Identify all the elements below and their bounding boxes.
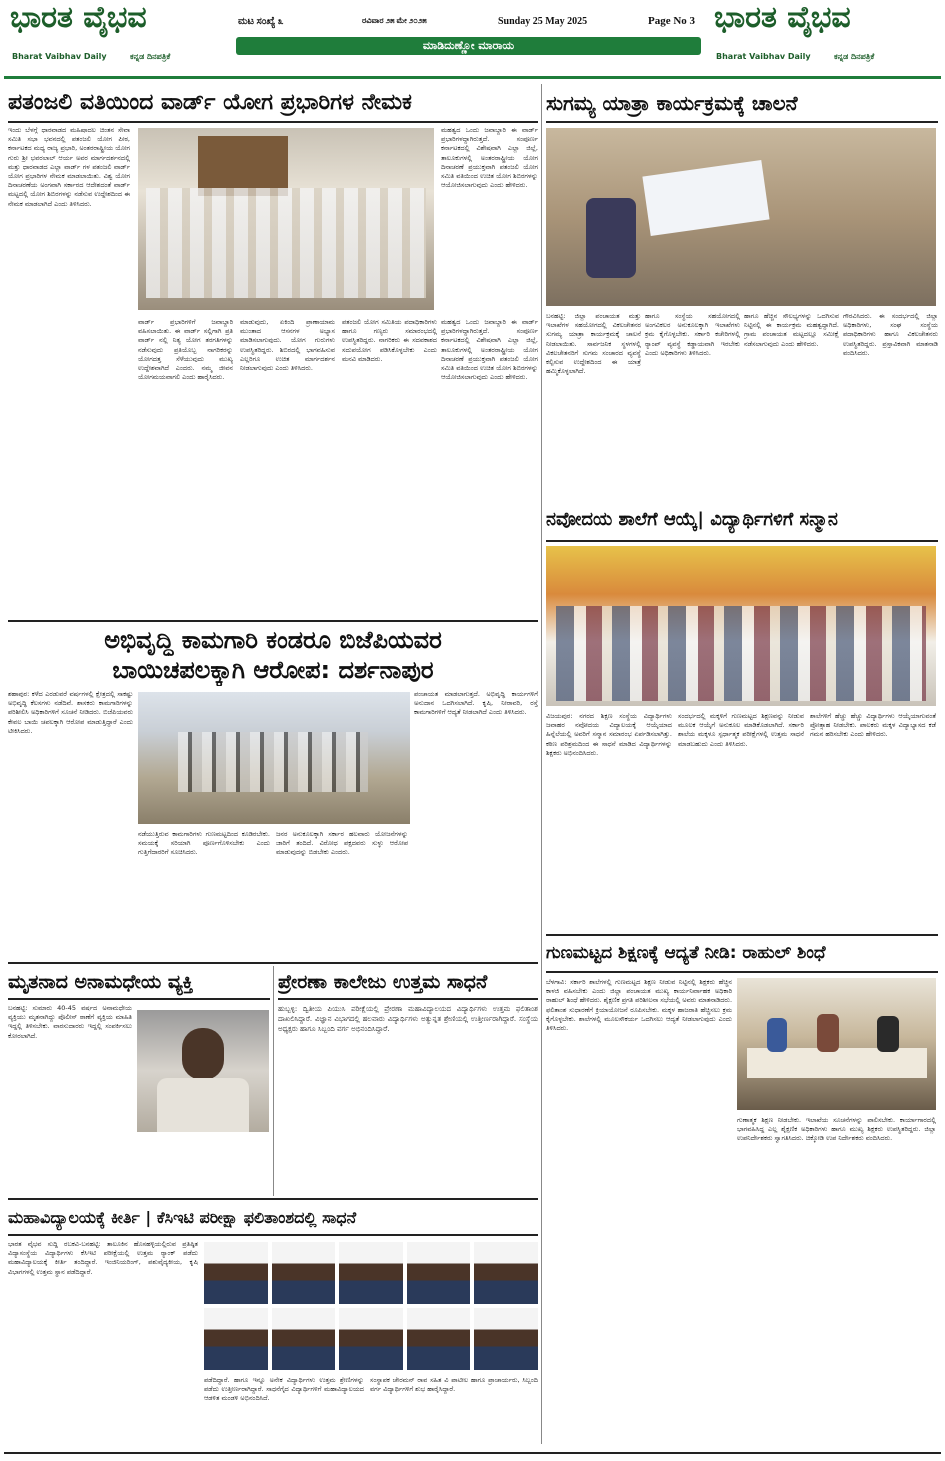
anon-headline: ಮೃತನಾದ ಅನಾಮಧೇಯ ವ್ಯಕ್ತಿ — [8, 971, 194, 993]
site-visit-photo — [138, 692, 410, 824]
yoga-col3: ವಾರ್ಡ್ ಪ್ರಭಾರಿಗಳಿಗೆ ಜವಾಬ್ದಾರಿ ವಹಿಸಲಾಯಿತು. ಈ ವಾರ್ಡ್ ಸಲ್ಲಿಗಾಗಿ ಪ್ರತಿ ವಾರ್ಡ್ ನಲ್ಲಿ ನಿತ್ಯ ಯೋಗ ತರಗತಿಗಳನ್ನು ನಡೆಸುವುದು ಪ್ರತಿಯೊಬ್ಬ ನಾಗರಿಕರನ್ನು ಯೋಗದತ್ತ ಸೆಳೆಯುವುದು ಮುಖ್ಯ ಉದ್ದೇಶವಾಗಿದೆ ಎಂದರು. ನಮ್ಮ ಜೀವನ ಯೋಗಮಯವಾಗಲಿ ಎಂದು ಹಾರೈಸಿದರು. — [138, 318, 233, 382]
prerana-col1: ಹುಬ್ಬಳ್ಳಿ: ದ್ವಿತೀಯ ಪಿಯುಸಿ ಪರೀಕ್ಷೆಯಲ್ಲಿ ಪ್ರೇರಣಾ ಮಹಾವಿದ್ಯಾಲಯದ ವಿದ್ಯಾರ್ಥಿಗಳು ಉತ್ತಮ ಫಲಿತಾಂಶ ದಾಖಲಿಸಿದ್ದಾರೆ. ವಿಜ್ಞಾನ ವಿಭಾಗದಲ್ಲಿ ಹಲವಾರು ವಿದ್ಯಾರ್ಥಿಗಳು ಅತ್ಯುನ್ನತ ಶ್ರೇಣಿಯಲ್ಲಿ ಉತ್ತೀರ್ಣರಾಗಿದ್ದಾರೆ. ಸಂಸ್ಥೆಯ ಅಧ್ಯಕ್ಷರು ಹಾಗೂ ಸಿಬ್ಬಂದಿ ವರ್ಗ ಅಭಿನಂದಿಸಿದ್ದಾರೆ. — [278, 1005, 538, 1033]
yoga-rule — [8, 121, 538, 123]
student-portrait — [204, 1242, 268, 1304]
prerana-headline: ಪ್ರೇರಣಾ ಕಾಲೇಜು ಉತ್ತಮ ಸಾಧನೆ — [278, 971, 488, 993]
yoga-col5: ಪತಂಜಲಿ ಯೋಗ ಸಮಿತಿಯ ಪದಾಧಿಕಾರಿಗಳು ಹಾಗೂ ಗಣ್ಯರು ಸಮಾರಂಭದಲ್ಲಿ ಉಪಸ್ಥಿತರಿದ್ದರು. ನಾಗರಿಕರು ಈ ಸದವಕಾಶದ ಸದುಪಯೋಗ ಪಡಿಸಿಕೊಳ್ಳಬೇಕು ಎಂದು ಮನವಿ ಮಾಡಿದರು. — [342, 318, 437, 363]
rahul-col1: ಬೆಳಗಾವಿ: ಸರ್ಕಾರಿ ಶಾಲೆಗಳಲ್ಲಿ ಗುಣಮಟ್ಟದ ಶಿಕ್ಷಣ ನೀಡುವ ನಿಟ್ಟಿನಲ್ಲಿ ಶಿಕ್ಷಕರು ಹೆಚ್ಚಿನ ಕಾಳಜಿ ವಹಿಸಬೇಕು ಎಂದು ಜಿಲ್ಲಾ ಪಂಚಾಯತ ಮುಖ್ಯ ಕಾರ್ಯನಿರ್ವಾಹಕ ಅಧಿಕಾರಿ ರಾಹುಲ್ ಶಿಂಧೆ ಹೇಳಿದರು. ಶೈಕ್ಷಣಿಕ ಪ್ರಗತಿ ಪರಿಶೀಲನಾ ಸಭೆಯಲ್ಲಿ ಅವರು ಮಾತನಾಡಿದರು. ಫಲಿತಾಂಶ ಸುಧಾರಣೆಗೆ ಕ್ರಿಯಾಯೋಜನೆ ರೂಪಿಸಬೇಕು. ಮಕ್ಕಳ ಹಾಜರಾತಿ ಹೆಚ್ಚಿಸಲು ಕ್ರಮ ಕೈಗೊಳ್ಳಬೇಕು. ಶಾಲೆಗಳಲ್ಲಿ ಮೂಲಸೌಕರ್ಯ ಒದಗಿಸಲು ಆದ್ಯತೆ ನೀಡಲಾಗುವುದು ಎಂದು ತಿಳಿಸಿದರು. — [546, 978, 732, 1033]
student-portrait — [339, 1242, 403, 1304]
student-portrait — [204, 1308, 268, 1370]
bjp-col2: ನಡೆಯುತ್ತಿರುವ ಕಾಮಗಾರಿಗಳು ಗುಣಮಟ್ಟದಿಂದ ಕೂಡಿರಬೇಕು. ಸಮಯಕ್ಕೆ ಸರಿಯಾಗಿ ಪೂರ್ಣಗೊಳಿಸಬೇಕು ಎಂದು ಗುತ್ತಿಗೆದಾರರಿಗೆ ಸೂಚಿಸಿದರು. — [138, 830, 270, 857]
navodaya-photo — [546, 546, 936, 706]
sugamya-col1: ಬನಹಟ್ಟಿ: ಜಿಲ್ಲಾ ಪಂಚಾಯತ ಮತ್ತು ಇಲಾಖೆಗಳ ಸಹಯೋಗದಲ್ಲಿ ವಿಕಲಚೇತನರ ಸುಗಮ್ಯ ಯಾತ್ರಾ ಕಾರ್ಯಕ್ರಮಕ್ಕೆ ಚಾಲನೆ ನೀಡಲಾಯಿತು. ಸಾರ್ವಜನಿಕ ಸ್ಥಳಗಳಲ್ಲಿ ವಿಕಲಚೇತನರಿಗೆ ಸುಗಮ ಸಂಚಾರದ ವ್ಯವಸ್ಥೆ ಕಲ್ಪಿಸುವ ಉದ್ದೇಶದಿಂದ ಈ ಯಾತ್ರೆ ಹಮ್ಮಿಕೊಳ್ಳಲಾಗಿದೆ. — [546, 312, 641, 376]
page-bottom-rule — [4, 1452, 941, 1454]
accessibility-photo — [546, 128, 936, 306]
date-english: Sunday 25 May 2025 — [498, 16, 588, 27]
anon-top-rule — [8, 962, 538, 964]
rahul-headline: ಗುಣಮಟ್ಟದ ಶಿಕ್ಷಣಕ್ಕೆ ಆದ್ಯತೆ ನೀಡಿ: ರಾಹುಲ್ ಶಿಂಧೆ — [546, 943, 826, 963]
meeting-photo — [737, 978, 936, 1110]
anon-rule — [8, 998, 270, 1000]
student-portrait — [407, 1308, 471, 1370]
masthead-right-sub-kn: ಕನ್ನಡ ದಿನಪತ್ರಿಕೆ — [834, 52, 875, 61]
rahul-col2: ಗುಣಾತ್ಮಕ ಶಿಕ್ಷಣ ನೀಡಬೇಕು. ಇಲಾಖೆಯ ಸೂಚನೆಗಳನ್ನು ಪಾಲಿಸಬೇಕು. ಕಾರ್ಯಾಗಾರದಲ್ಲಿ ಭಾಗವಹಿಸಿದ್ದ ಎಲ್ಲ ಶೈಕ್ಷಣಿಕ ಅಧಿಕಾರಿಗಳು ಹಾಗೂ ಮುಖ್ಯ ಶಿಕ್ಷಕರು ಉಪಸ್ಥಿತರಿದ್ದರು. ಜಿಲ್ಲಾ ಉಪನಿರ್ದೇಶಕರು ಸ್ವಾಗತಿಸಿದರು. ಚಿಕ್ಕೋಡಿ ಉಪ ನಿರ್ದೇಶಕರು ವಂದಿಸಿದರು. — [737, 1116, 936, 1143]
sugamya-col3: ಹಾಗೂ ಹೆಚ್ಚಿನ ಸೌಲಭ್ಯಗಳನ್ನು ಒದಗಿಸುವ ನಿಟ್ಟಿನಲ್ಲಿ ಈ ಕಾರ್ಯಕ್ರಮ ಮಹತ್ವದ್ದಾಗಿದೆ. ಗ್ರಾಮ ಪಂಚಾಯತ ಮಟ್ಟದಲ್ಲೂ ಸಮೀಕ್ಷೆ ನಡೆಸಲಾಗುವುದು ಎಂದು ಹೇಳಿದರು. — [744, 312, 839, 348]
bjp-headline-line2: ಬಾಯಿಚಪಲಕ್ಕಾಗಿ ಆರೋಪ: ದರ್ಶನಾಪುರ — [112, 656, 434, 684]
navodaya-rule — [546, 540, 938, 542]
yoga-col1: ಇಂದು ಬೆಳಗ್ಗೆ ಧಾರವಾಡದ ಮಹಿಷಾದಲ ಚಿಂತನ ಸೇವಾ ಸಮಿತಿ ಸಭಾ ಭವನದಲ್ಲಿ ಪತಂಜಲಿ ಯೋಗ ಪೀಠ, ಕರ್ನಾಟಕದ ಮಧ್ಯ ರಾಜ್ಯ ಪ್ರಭಾರಿ, ಅಂತರರಾಷ್ಟ್ರೀಯ ಯೋಗ ಗುರು ಶ್ರೀ ಭವರಲಾಲ್ ಆರ್ಯ ಅವರ ಮಾರ್ಗದರ್ಶನದಲ್ಲಿ ಮತ್ತು ಧಾರವಾಡದ ಎಲ್ಲಾ ವಾರ್ಡ್ ಗಳ ಪತಂಜಲಿ ವಾರ್ಡ್ ಯೋಗ ಪ್ರಭಾರಿಗಳ ನೇಮಕ ಮಾಡಲಾಯಿತು. ವಿಶ್ವ ಯೋಗ ದಿನಾಚರಣೆಯ ಅಂಗವಾಗಿ ಸರ್ಕಾರದ ಆದೇಶದಂತೆ ವಾರ್ಡ್ ಮಟ್ಟದಲ್ಲಿ ಯೋಗ ಶಿಬಿರಗಳನ್ನು ನಡೆಸುವ ಉದ್ದೇಶದಿಂದ ಈ ನೇಮಕ ಮಾಡಲಾಗಿದೆ ಎಂದು ತಿಳಿಸಿದರು. — [8, 126, 130, 208]
kcet-col3: ಸಂಸ್ಥಾಪಕ ಚೇರಮನ್ ರಾವ ಸಹಿತ ವಿ ಪಾಟೀಲ ಹಾಗೂ ಪ್ರಾಚಾರ್ಯರು, ಸಿಬ್ಬಂದಿ ವರ್ಗ ವಿದ್ಯಾರ್ಥಿಗಳಿಗೆ ಶುಭ ಹಾರೈಸಿದ್ದಾರೆ. — [370, 1376, 538, 1394]
navodaya-col3: ಶಾಲೆಗಳಿಗೆ ಹೆಚ್ಚು ಹೆಚ್ಚು ವಿದ್ಯಾರ್ಥಿಗಳು ಆಯ್ಕೆಯಾಗುವಂತೆ ಪ್ರೋತ್ಸಾಹ ನೀಡಬೇಕು. ಪಾಲಕರು ಮಕ್ಕಳ ವಿದ್ಯಾಭ್ಯಾಸದ ಕಡೆ ಗಮನ ಹರಿಸಬೇಕು ಎಂದು ಹೇಳಿದರು. — [810, 712, 936, 739]
anon-col1: ಬನಹಟ್ಟಿ: ಸುಮಾರು 40-45 ವರ್ಷದ ಅನಾಮಧೇಯ ವ್ಯಕ್ತಿಯು ಮೃತನಾಗಿದ್ದು ಪೊಲೀಸ್ ಠಾಣೆಗೆ ವ್ಯಕ್ತಿಯ ಮಾಹಿತಿ ಇದ್ದಲ್ಲಿ ತಿಳಿಸಬೇಕು. ವಾರಸುದಾರರು ಇದ್ದಲ್ಲಿ ಸಂಪರ್ಕಿಸಲು ಕೋರಲಾಗಿದೆ. — [8, 1004, 132, 1040]
prerana-rule — [278, 998, 538, 1000]
yoga-photo — [138, 128, 434, 310]
divider-main-vertical — [541, 84, 542, 1444]
kcet-col2: ಪಡೆದಿದ್ದಾರೆ. ಹಾಗೂ ಇನ್ನೂ ಅನೇಕ ವಿದ್ಯಾರ್ಥಿಗಳು ಉತ್ತಮ ಶ್ರೇಣಿಗಳನ್ನು ಪಡೆದು ಉತ್ತೀರ್ಣರಾಗಿದ್ದಾರೆ. ಸಾಧನೆಗೈದ ವಿದ್ಯಾರ್ಥಿಗಳಿಗೆ ಮಹಾವಿದ್ಯಾಲಯದ ಆಡಳಿತ ಮಂಡಳಿ ಅಭಿನಂದಿಸಿದೆ. — [204, 1376, 364, 1403]
kcet-rule — [8, 1234, 538, 1236]
bjp-top-rule — [8, 620, 538, 622]
student-portrait — [272, 1242, 336, 1304]
masthead-rule — [4, 76, 941, 79]
masthead-left-logo: ಭಾರತ ವೈಭವ — [10, 0, 147, 35]
person-photo — [137, 1010, 269, 1132]
issue-number: ಮಟ ಸಂಖ್ಯೆ ೩ — [238, 16, 284, 27]
navodaya-headline: ನವೋದಯ ಶಾಲೆಗೆ ಆಯ್ಕೆ| ವಿದ್ಯಾರ್ಥಿಗಳಿಗೆ ಸನ್ಮಾನ — [546, 509, 838, 530]
kcet-headline: ಮಹಾವಿದ್ಯಾಲಯಕ್ಕೆ ಕೀರ್ತಿ | ಕೆಸಿಇಟಿ ಪರೀಕ್ಷಾ ಫಲಿತಾಂಶದಲ್ಲಿ ಸಾಧನೆ — [8, 1208, 357, 1227]
sugamya-col2: ಹಾಗೂ ಸಂಸ್ಥೆಯ ಸಹಯೋಗದಲ್ಲಿ ಅಂಗವಿಕಲರ ಅನುಕೂಲಕ್ಕಾಗಿ ಇಲಾಖೆಗಳು ಕ್ರಮ ಕೈಗೊಳ್ಳಬೇಕು. ಸರ್ಕಾರಿ ಕಚೇರಿಗಳಲ್ಲಿ ರ್‍ಯಾಂಪ್ ವ್ಯವಸ್ಥೆ ಕಡ್ಡಾಯವಾಗಿ ಇರಬೇಕು ಎಂದು ಅಧಿಕಾರಿಗಳು ತಿಳಿಸಿದರು. — [645, 312, 740, 357]
masthead-right-logo: ಭಾರತ ವೈಭವ — [714, 0, 851, 35]
masthead — [0, 0, 945, 78]
yoga-col2: ಮಹತ್ವದ ಒಂದು ಜವಾಬ್ದಾರಿ ಈ ವಾರ್ಡ್ ಪ್ರಭಾರಿಗಳದ್ದಾಗಿರುತ್ತದೆ. ಸಂಪೂರ್ಣ ಕರ್ನಾಟಕದಲ್ಲಿ ವಿಶೇಷವಾಗಿ ಎಲ್ಲಾ ಜಿಲ್ಲೆ, ತಾಲೂಕುಗಳಲ್ಲಿ ಅಂತರರಾಷ್ಟ್ರೀಯ ಯೋಗ ದಿನಾಚರಣೆ ಪ್ರಯುಕ್ತವಾಗಿ ಪತಂಜಲಿ ಯೋಗ ಸಮಿತಿ ವತಿಯಿಂದ ಉಚಿತ ಯೋಗ ಶಿಬಿರಗಳನ್ನು ಆಯೋಜಿಸಲಾಗುವುದು ಎಂದು ಹೇಳಿದರು. — [441, 126, 538, 190]
date-kannada: ರವಿವಾರ ೨೫ ಮೇ ೨೦೨೫ — [362, 16, 427, 25]
masthead-left-sub-kn: ಕನ್ನಡ ದಿನಪತ್ರಿಕೆ — [130, 52, 171, 61]
sugamya-rule — [546, 121, 938, 123]
rahul-rule — [546, 971, 938, 973]
masthead-right-sub-en: Bharat Vaibhav Daily — [716, 52, 811, 61]
navodaya-col1: ವಿಜಯಪುರ: ನಗರದ ಶಿಕ್ಷಣ ಸಂಸ್ಥೆಯ ವಿದ್ಯಾರ್ಥಿಗಳು ಜವಾಹರ ನವೋದಯ ವಿದ್ಯಾಲಯಕ್ಕೆ ಆಯ್ಕೆಯಾದ ಹಿನ್ನೆಲೆಯಲ್ಲಿ ಅವರಿಗೆ ಸನ್ಮಾನ ಸಮಾರಂಭ ಏರ್ಪಡಿಸಲಾಗಿತ್ತು. ಕಠಿಣ ಪರಿಶ್ರಮದಿಂದ ಈ ಸಾಧನೆ ಮಾಡಿದ ವಿದ್ಯಾರ್ಥಿಗಳನ್ನು ಶಿಕ್ಷಕರು ಅಭಿನಂದಿಸಿದರು. — [546, 712, 672, 757]
divider-anon-prerana — [273, 966, 274, 1196]
masthead-left-sub-en: Bharat Vaibhav Daily — [12, 52, 107, 61]
student-portrait — [474, 1242, 538, 1304]
kcet-col1: ಭಾರತ ವೈಭವ ಸುದ್ದಿ ರಬಕವಿ-ಬನಹಟ್ಟಿ: ತಾಲೂಕಿನ ಹೊಸಹಳ್ಳಿಯಲ್ಲಿರುವ ಪ್ರತಿಷ್ಠಿತ ವಿದ್ಯಾಸಂಸ್ಥೆಯ ವಿದ್ಯಾರ್ಥಿಗಳು ಕೆಸಿಇಟಿ ಪರೀಕ್ಷೆಯಲ್ಲಿ ಉತ್ತಮ ರ್‍ಯಾಂಕ್ ಪಡೆದು ಮಹಾವಿದ್ಯಾಲಯಕ್ಕೆ ಕೀರ್ತಿ ತಂದಿದ್ದಾರೆ. ಇಂಜಿನಿಯರಿಂಗ್, ಪಶುವೈದ್ಯಕೀಯ, ಕೃಷಿ ವಿಭಾಗಗಳಲ್ಲಿ ಉತ್ತಮ ಸ್ಥಾನ ಪಡೆದಿದ್ದಾರೆ. — [8, 1240, 198, 1276]
page-number: Page No 3 — [648, 15, 696, 27]
bjp-col1: ಶಹಾಪುರ: ಕಳೆದ ಎರಡುವರೆ ವರ್ಷಗಳಲ್ಲಿ ಕ್ಷೇತ್ರದಲ್ಲಿ ಸಾಕಷ್ಟು ಅಭಿವೃದ್ಧಿ ಕೆಲಸಗಳು ನಡೆದಿವೆ. ಶಾಸಕರು ಕಾಮಗಾರಿಗಳನ್ನು ಪರಿಶೀಲಿಸಿ ಅಧಿಕಾರಿಗಳಿಗೆ ಸೂಚನೆ ನೀಡಿದರು. ಬಿಜೆಪಿಯವರು ಕೇವಲ ಬಾಯಿ ಚಪಲಕ್ಕಾಗಿ ಆರೋಪ ಮಾಡುತ್ತಿದ್ದಾರೆ ಎಂದು ಟೀಕಿಸಿದರು. — [8, 690, 133, 735]
sugamya-headline: ಸುಗಮ್ಯ ಯಾತ್ರಾ ಕಾರ್ಯಕ್ರಮಕ್ಕೆ ಚಾಲನೆ — [546, 91, 798, 115]
bjp-headline-line1: ಅಭಿವೃದ್ಧಿ ಕಾಮಗಾರಿ ಕಂಡರೂ ಬಿಜೆಪಿಯವರ — [104, 626, 442, 654]
kcet-top-rule — [8, 1198, 538, 1200]
bjp-col3: ಜನರ ಅನುಕೂಲಕ್ಕಾಗಿ ಸರ್ಕಾರ ಹಲವಾರು ಯೋಜನೆಗಳನ್ನು ಜಾರಿಗೆ ತಂದಿದೆ. ವಿರೋಧ ಪಕ್ಷದವರು ಸುಳ್ಳು ಆರೋಪ ಮಾಡುವುದನ್ನು ಬಿಡಬೇಕು ಎಂದರು. — [276, 830, 408, 857]
navodaya-col2: ಸಂದರ್ಭದಲ್ಲಿ ಮಕ್ಕಳಿಗೆ ಗುಣಮಟ್ಟದ ಶಿಕ್ಷಣವನ್ನು ನೀಡುವ ಮೂಲಕ ಆಯ್ಕೆಗೆ ಅನುಕೂಲ ಮಾಡಿಕೊಡಲಾಗಿದೆ. ಸರ್ಕಾರಿ ಶಾಲೆಯ ಮಕ್ಕಳೂ ಸ್ಪರ್ಧಾತ್ಮಕ ಪರೀಕ್ಷೆಗಳಲ್ಲಿ ಉತ್ತಮ ಸಾಧನೆ ಮಾಡಬಹುದು ಎಂದು ತಿಳಿಸಿದರು. — [678, 712, 804, 748]
sugamya-col4: ಗೌರವಿಸಿದರು. ಈ ಸಂದರ್ಭದಲ್ಲಿ ಜಿಲ್ಲಾ ಅಧಿಕಾರಿಗಳು, ಸಂಘ ಸಂಸ್ಥೆಯ ಪದಾಧಿಕಾರಿಗಳು ಹಾಗೂ ವಿಕಲಚೇತನರು ಉಪಸ್ಥಿತರಿದ್ದರು. ಪ್ರಸ್ತಾವಿಕವಾಗಿ ಮಾತನಾಡಿ ವಂದಿಸಿದರು. — [843, 312, 938, 357]
bjp-col4: ಪಂಚಾಯತ ಮಾಡಲಾಗುತ್ತದೆ. ಅಭಿವೃದ್ಧಿ ಕಾರ್ಯಗಳಿಗೆ ಅನುದಾನ ಒದಗಿಸಲಾಗಿದೆ. ಕೃಷಿ, ನೀರಾವರಿ, ರಸ್ತೆ ಕಾಮಗಾರಿಗಳಿಗೆ ಆದ್ಯತೆ ನೀಡಲಾಗಿದೆ ಎಂದು ತಿಳಿಸಿದರು. — [414, 690, 538, 717]
student-portrait — [407, 1242, 471, 1304]
yoga-col6: ಮಹತ್ವದ ಒಂದು ಜವಾಬ್ದಾರಿ ಈ ವಾರ್ಡ್ ಪ್ರಭಾರಿಗಳದ್ದಾಗಿರುತ್ತದೆ. ಸಂಪೂರ್ಣ ಕರ್ನಾಟಕದಲ್ಲಿ ವಿಶೇಷವಾಗಿ ಎಲ್ಲಾ ಜಿಲ್ಲೆ, ತಾಲೂಕುಗಳಲ್ಲಿ ಅಂತರರಾಷ್ಟ್ರೀಯ ಯೋಗ ದಿನಾಚರಣೆ ಪ್ರಯುಕ್ತವಾಗಿ ಪತಂಜಲಿ ಯೋಗ ಸಮಿತಿ ವತಿಯಿಂದ ಉಚಿತ ಯೋಗ ಶಿಬಿರಗಳನ್ನು ಆಯೋಜಿಸಲಾಗುವುದು ಎಂದು ಹೇಳಿದರು. — [441, 318, 538, 382]
student-portrait — [474, 1308, 538, 1370]
yoga-headline: ಪತಂಜಲಿ ವತಿಯಿಂದ ವಾರ್ಡ್ ಯೋಗ ಪ್ರಭಾರಿಗಳ ನೇಮಕ — [8, 90, 412, 115]
student-portrait-grid — [204, 1242, 538, 1370]
tagline-bar: ಮಾಡಿದುಣ್ಣೋ ಮಾರಾಯ — [236, 37, 701, 55]
student-portrait — [272, 1308, 336, 1370]
yoga-col4: ಮಾಡುವುದು, ಏಕಿಂದಿ ಪ್ರಾಣಾಯಾಮ ಮುಂತಾದ ಆಸನಗಳ ಅಭ್ಯಾಸ ಮಾಡಿಸಲಾಗುವುದು. ಯೋಗ ಗುರುಗಳು ಉಪಸ್ಥಿತರಿದ್ದರು. ಶಿಬಿರದಲ್ಲಿ ಭಾಗವಹಿಸುವ ಎಲ್ಲರಿಗೂ ಉಚಿತ ಮಾರ್ಗದರ್ಶನ ನೀಡಲಾಗುವುದು ಎಂದು ತಿಳಿಸಿದರು. — [240, 318, 335, 373]
student-portrait — [339, 1308, 403, 1370]
